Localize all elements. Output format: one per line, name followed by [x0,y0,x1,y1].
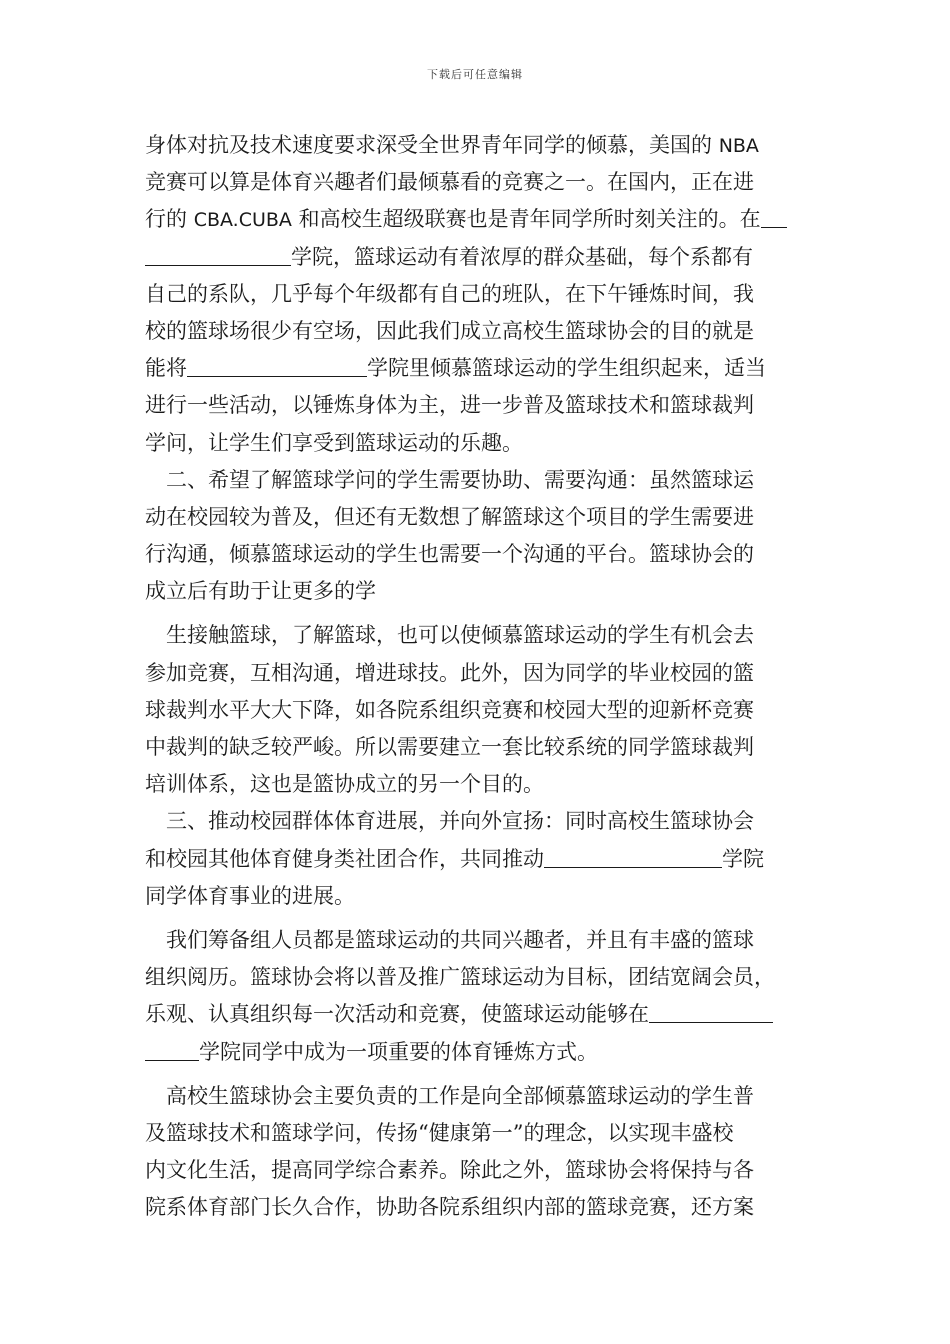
text-line [145,959,815,996]
text-line [145,692,815,729]
text-span: 和校园其他体育健身类社团合作，共同推动 [145,846,544,871]
text-span: 校的篮球场很少有空场，因此我们成立高校生篮球协会的目的就是 [145,318,754,343]
text-span: 学院，篮球运动有着浓厚的群众基础，每个系都有 [291,244,753,269]
fill-in-blank [649,1000,773,1023]
text-line [145,387,815,424]
text-span: 学问，让学生们享受到篮球运动的乐趣。 [145,430,523,455]
text-span: 乐观、认真组织每一次活动和竞赛，使篮球运动能够在 [145,1002,649,1027]
text-span: 学院同学中成为一项重要的体育锤炼方式。 [199,1039,598,1064]
text-line [145,841,815,878]
text-line [145,766,815,803]
text-span: 学院 [722,846,764,871]
text-line [145,617,815,654]
text-span: 进行一些活动，以锤炼身体为主，进一步普及篮球技术和篮球裁判 [145,393,754,418]
text-line [145,922,815,959]
text-line [145,655,815,692]
page-header-note: 下载后可任意编辑 [427,68,523,81]
text-line [145,1078,815,1115]
text-span: 我们筹备组人员都是篮球运动的共同兴趣者，并且有丰盛的篮球 [166,927,754,952]
fill-in-blank [761,205,787,228]
text-line [145,201,815,238]
fill-in-blank [145,243,291,266]
text-line [145,350,815,387]
text-span: 高校生篮球协会主要负责的工作是向全部倾慕篮球运动的学生普 [166,1083,754,1108]
text-span-latin: CBA.CUBA [193,209,292,232]
text-span: 学院里倾慕篮球运动的学生组织起来，适当 [367,356,766,381]
text-span: 组织阅历。篮球协会将以普及推广篮球运动为目标，团结宽阔会员， [145,965,775,990]
text-span: 行的 [145,207,194,232]
fill-in-blank [145,1038,199,1061]
text-span: 竞赛可以算是体育兴趣者们最倾慕看的竞赛之一。在国内，正在进 [145,170,754,195]
text-line [145,729,815,766]
text-span: 内文化生活，提高同学综合素养。除此之外，篮球协会将保持与各 [145,1158,754,1183]
text-span: 动在校园较为普及，但还有无数想了解篮球这个项目的学生需要进 [145,504,754,529]
text-line [145,1189,815,1226]
text-line [145,803,815,840]
text-span: 生接触篮球，了解篮球，也可以使倾慕篮球运动的学生有机会去 [166,623,754,648]
text-span: 成立后有助于让更多的学 [145,579,376,604]
text-line [145,164,815,201]
text-span: 培训体系，这也是篮协成立的另一个目的。 [145,772,544,797]
text-line [145,239,815,276]
text-line [145,1152,815,1189]
text-line [145,996,815,1033]
text-span: 二、希望了解篮球学问的学生需要协助、需要沟通：虽然篮球运 [166,467,754,492]
text-span: 球裁判水平大大下降，如各院系组织竞赛和校园大型的迎新杯竞赛 [145,697,754,722]
text-span: 院系体育部门长久合作，协助各院系组织内部的篮球竞赛，还方案 [145,1195,754,1220]
text-line [145,1034,815,1071]
text-line [145,425,815,462]
text-span: 中裁判的缺乏较严峻。所以需要建立一套比较系统的同学篮球裁判 [145,735,754,759]
text-line [145,1115,815,1152]
text-span: 身体对抗及技术速度要求深受全世界青年同学的倾慕，美国的 [145,133,719,157]
fill-in-blank [187,354,367,377]
text-line [145,573,815,610]
text-span: 三、推动校园群体体育进展，并向外宣扬：同时高校生篮球协会 [166,809,754,834]
document-body [145,127,815,1226]
text-line [145,462,815,499]
text-span: 及篮球技术和篮球学问，传扬“健康第一”的理念，以实现丰盛校 [145,1120,734,1145]
text-line [145,276,815,313]
text-line [145,499,815,536]
text-span: 能将 [145,356,187,381]
text-line [145,313,815,350]
text-line [145,127,815,164]
text-span: 行沟通，倾慕篮球运动的学生也需要一个沟通的平台。篮球协会的 [145,542,754,567]
text-span: 自己的系队，几乎每个年级都有自己的班队，在下午锤炼时间，我 [145,281,754,306]
text-line [145,878,815,915]
text-span: 同学体育事业的进展。 [145,883,355,908]
fill-in-blank [544,845,722,868]
text-span: 参加竞赛，互相沟通，增进球技。此外，因为同学的毕业校园的篮 [145,660,754,685]
text-span-latin: NBA [718,135,759,157]
text-span: 和高校生超级联赛也是青年同学所时刻关注的。在 [291,207,761,232]
text-line [145,536,815,573]
